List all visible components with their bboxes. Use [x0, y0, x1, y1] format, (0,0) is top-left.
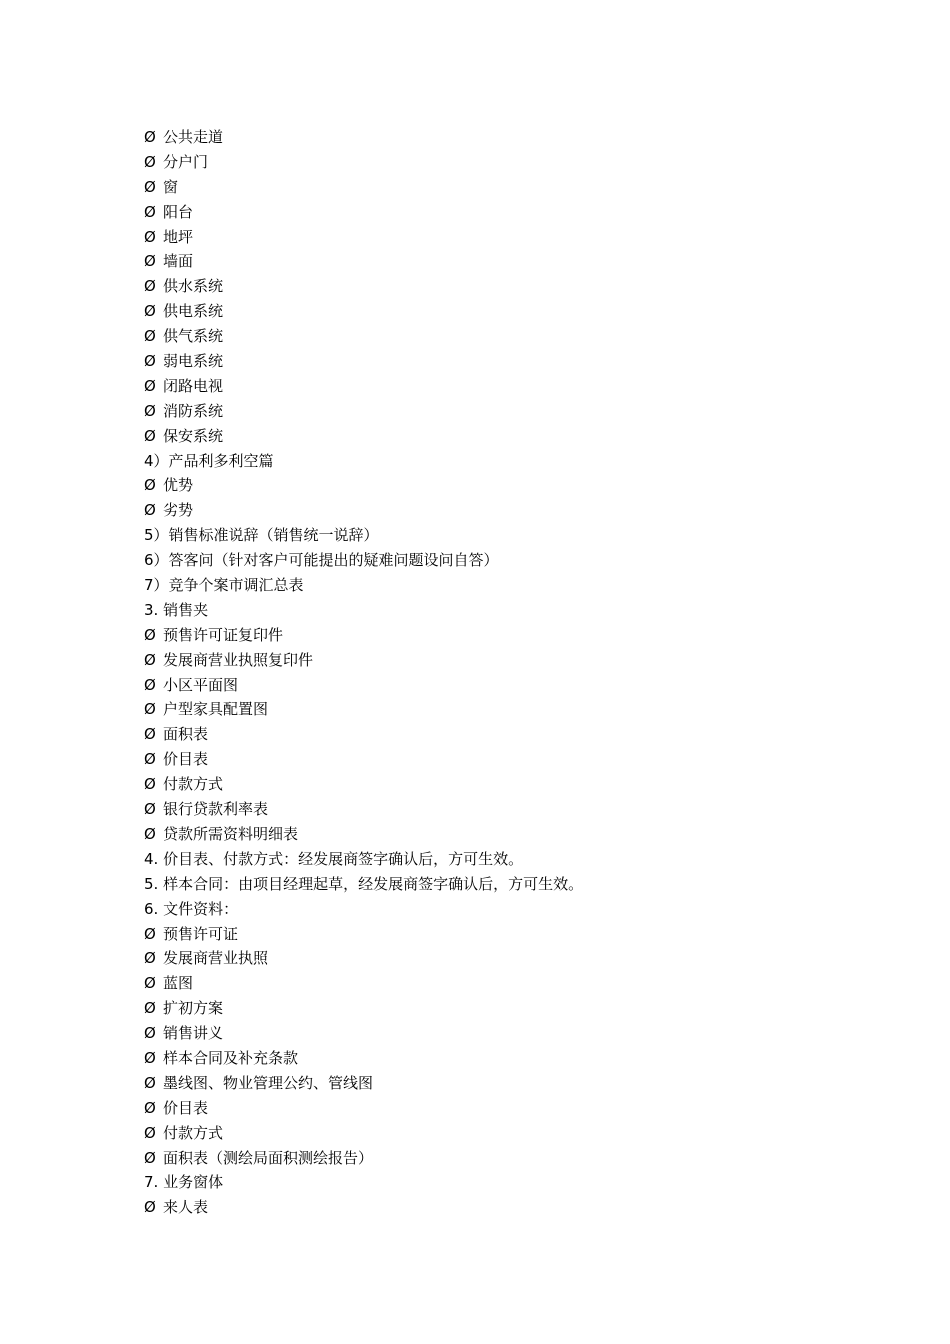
bullet-list-item — [144, 473, 844, 498]
bullet-list-item — [144, 424, 844, 449]
line-text: 供电系统 — [163, 302, 224, 321]
bullet-marker-icon: Ø — [144, 1098, 156, 1117]
bullet-marker-icon: Ø — [144, 277, 156, 296]
line-text: 预售许可证复印件 — [163, 625, 284, 644]
bullet-marker-icon: Ø — [144, 700, 156, 719]
line-text: 预售许可证 — [163, 924, 239, 943]
line-text: 发展商营业执照复印件 — [163, 650, 314, 669]
line-text: 阳台 — [163, 202, 194, 221]
line-text: 分户门 — [163, 152, 209, 171]
line-text: 付款方式 — [163, 775, 224, 794]
line-text: 小区平面图 — [163, 675, 239, 694]
line-text: 价目表 — [163, 750, 209, 769]
bullet-marker-icon: Ø — [144, 252, 156, 271]
bullet-list-item — [144, 822, 844, 847]
bullet-list-item — [144, 697, 844, 722]
line-text: 发展商营业执照 — [163, 949, 269, 968]
line-text: 样本合同及补充条款 — [163, 1048, 299, 1067]
bullet-list-item — [144, 374, 844, 399]
bullet-list-item — [144, 150, 844, 175]
line-text: 面积表 — [163, 725, 209, 744]
bullet-list-item — [144, 200, 844, 225]
bullet-marker-icon: Ø — [144, 750, 156, 769]
line-text: 5. 样本合同：由项目经理起草，经发展商签字确认后，方可生效。 — [144, 874, 584, 893]
bullet-marker-icon: Ø — [144, 352, 156, 371]
line-text: 来人表 — [163, 1198, 209, 1217]
bullet-list-item — [144, 747, 844, 772]
bullet-list-item — [144, 996, 844, 1021]
bullet-list-item — [144, 175, 844, 200]
line-text: 优势 — [163, 476, 194, 495]
line-text: 劣势 — [163, 501, 194, 520]
bullet-marker-icon: Ø — [144, 476, 156, 495]
bullet-marker-icon: Ø — [144, 401, 156, 420]
bullet-marker-icon: Ø — [144, 1073, 156, 1092]
line-text: 墨线图、物业管理公约、管线图 — [163, 1073, 374, 1092]
section-heading-line — [144, 872, 844, 897]
bullet-list-item — [144, 946, 844, 971]
bullet-list-item — [144, 1146, 844, 1171]
bullet-marker-icon: Ø — [144, 800, 156, 819]
bullet-marker-icon: Ø — [144, 202, 156, 221]
bullet-list-item — [144, 349, 844, 374]
bullet-marker-icon: Ø — [144, 974, 156, 993]
line-text: 银行贷款利率表 — [163, 800, 269, 819]
bullet-marker-icon: Ø — [144, 128, 156, 146]
bullet-marker-icon: Ø — [144, 725, 156, 744]
line-text: 4）产品利多利空篇 — [144, 451, 274, 470]
bullet-marker-icon: Ø — [144, 1148, 156, 1167]
bullet-marker-icon: Ø — [144, 999, 156, 1018]
bullet-list-item — [144, 324, 844, 349]
bullet-list-item — [144, 1021, 844, 1046]
line-text: 7. 业务窗体 — [144, 1173, 224, 1192]
bullet-marker-icon: Ø — [144, 1048, 156, 1067]
bullet-marker-icon: Ø — [144, 327, 156, 346]
bullet-list-item — [144, 673, 844, 698]
line-text: 付款方式 — [163, 1123, 224, 1142]
line-text: 保安系统 — [163, 426, 224, 445]
bullet-marker-icon: Ø — [144, 1198, 156, 1217]
line-text: 公共走道 — [163, 128, 224, 146]
bullet-marker-icon: Ø — [144, 824, 156, 843]
line-text: 消防系统 — [163, 401, 224, 420]
bullet-list-item — [144, 623, 844, 648]
bullet-marker-icon: Ø — [144, 227, 156, 246]
section-heading-line — [144, 523, 844, 548]
bullet-list-item — [144, 722, 844, 747]
bullet-list-item — [144, 498, 844, 523]
bullet-list-item — [144, 1046, 844, 1071]
bullet-list-item — [144, 772, 844, 797]
line-text: 4. 价目表、付款方式：经发展商签字确认后，方可生效。 — [144, 849, 524, 868]
bullet-marker-icon: Ø — [144, 302, 156, 321]
bullet-marker-icon: Ø — [144, 650, 156, 669]
bullet-marker-icon: Ø — [144, 177, 156, 196]
line-text: 6）答客问（针对客户可能提出的疑难问题设问自答） — [144, 551, 499, 570]
bullet-list-item — [144, 1121, 844, 1146]
bullet-marker-icon: Ø — [144, 1024, 156, 1043]
bullet-marker-icon: Ø — [144, 775, 156, 794]
bullet-marker-icon: Ø — [144, 426, 156, 445]
line-text: 蓝图 — [163, 974, 194, 993]
line-text: 销售讲义 — [163, 1024, 224, 1043]
bullet-list-item — [144, 1096, 844, 1121]
section-heading-line — [144, 897, 844, 922]
bullet-marker-icon: Ø — [144, 924, 156, 943]
section-heading-line — [144, 1170, 844, 1195]
line-text: 7）竞争个案市调汇总表 — [144, 576, 304, 595]
section-heading-line — [144, 573, 844, 598]
bullet-list-item — [144, 648, 844, 673]
line-text: 3. 销售夹 — [144, 600, 209, 619]
bullet-marker-icon: Ø — [144, 376, 156, 395]
bullet-marker-icon: Ø — [144, 675, 156, 694]
bullet-list-item — [144, 125, 844, 150]
document-body — [144, 125, 844, 1220]
bullet-marker-icon: Ø — [144, 152, 156, 171]
line-text: 6. 文件资料： — [144, 899, 239, 918]
bullet-list-item — [144, 971, 844, 996]
line-text: 地坪 — [163, 227, 194, 246]
section-heading-line — [144, 548, 844, 573]
bullet-list-item — [144, 1071, 844, 1096]
bullet-list-item — [144, 299, 844, 324]
bullet-list-item — [144, 274, 844, 299]
bullet-marker-icon: Ø — [144, 1123, 156, 1142]
line-text: 扩初方案 — [163, 999, 224, 1018]
line-text: 价目表 — [163, 1098, 209, 1117]
bullet-marker-icon: Ø — [144, 501, 156, 520]
bullet-list-item — [144, 399, 844, 424]
bullet-list-item — [144, 797, 844, 822]
bullet-marker-icon: Ø — [144, 949, 156, 968]
line-text: 窗 — [163, 177, 179, 196]
bullet-list-item — [144, 922, 844, 947]
line-text: 5）销售标准说辞（销售统一说辞） — [144, 526, 379, 545]
section-heading-line — [144, 598, 844, 623]
section-heading-line — [144, 847, 844, 872]
bullet-list-item — [144, 1195, 844, 1220]
line-text: 弱电系统 — [163, 352, 224, 371]
bullet-marker-icon: Ø — [144, 625, 156, 644]
line-text: 供水系统 — [163, 277, 224, 296]
section-heading-line — [144, 449, 844, 474]
bullet-list-item — [144, 249, 844, 274]
line-text: 面积表（测绘局面积测绘报告） — [163, 1148, 374, 1167]
line-text: 供气系统 — [163, 327, 224, 346]
line-text: 户型家具配置图 — [163, 700, 269, 719]
bullet-list-item — [144, 225, 844, 250]
line-text: 贷款所需资料明细表 — [163, 824, 299, 843]
line-text: 闭路电视 — [163, 376, 224, 395]
line-text: 墙面 — [163, 252, 194, 271]
